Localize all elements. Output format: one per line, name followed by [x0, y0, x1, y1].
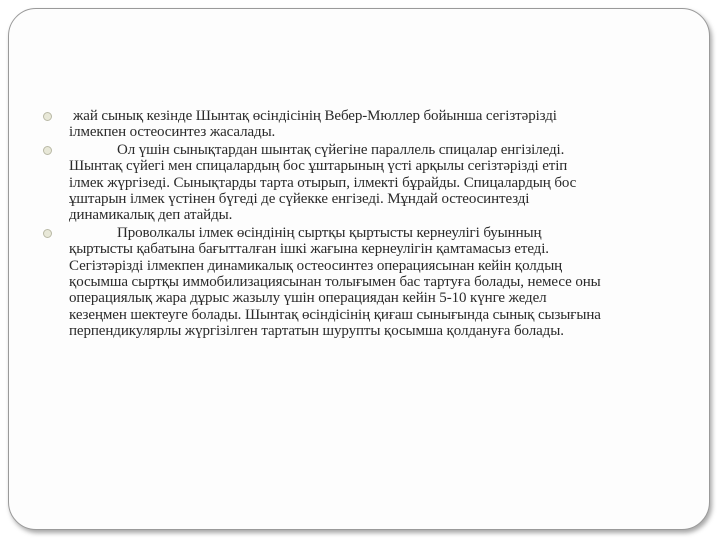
bullet-text-2: Ол үшін сынықтардан шынтақ сүйегіне параллель спицалар енгізіледі. Шынтақ сүйегі мен спицалардың бос ұштарының үсті арқылы сегізтәрізді етіп ілмек жүргізеді. Сынықтарды тарта отырып, ілмекті бұрайды. Спицалардың бос ұштарын ілмек үстінен бүгеді де сүйекке енгізеді. Мұндай остеосинтезді динамикалық деп атайды. — [69, 141, 577, 224]
bullet-text-1: жай сынық кезінде Шынтақ өсіндісінің Вебер-Мюллер бойынша сегізтәрізді ілмекпен остеосинтез жасалады. — [69, 108, 557, 141]
bullet-dot-icon — [43, 229, 52, 238]
bullet-item-2 — [43, 142, 603, 224]
bullet-text-3: Проволкалы ілмек өсіндінің сыртқы қыртысты кернеулігі буынның қыртысты қабатына бағытталған ішкі жағына кернеулігін қамтамасыз етеді. Сегізтәрізді ілмекпен динамикалық остеосинтез операциясынан кейін қолдың қосымша сыртқы иммобилизациясынан толығымен бас тартуға болады, немесе оны операциялық жара дұрыс жазылу үшін операциядан кейін 5-10 күнге жедел кезеңмен шектеуге болады. Шынтақ өсіндісінің қиғаш сынығында сынық сызығына перпендикулярлы жүргізілген тартатын шурупты қосымша қолдануға болады. — [69, 224, 601, 340]
bullet-item-1 — [43, 108, 603, 141]
bullet-dot-icon — [43, 112, 52, 121]
bullet-dot-icon — [43, 146, 52, 155]
slide-content — [43, 108, 603, 341]
bullet-item-3 — [43, 225, 603, 340]
slide-frame — [8, 8, 710, 530]
